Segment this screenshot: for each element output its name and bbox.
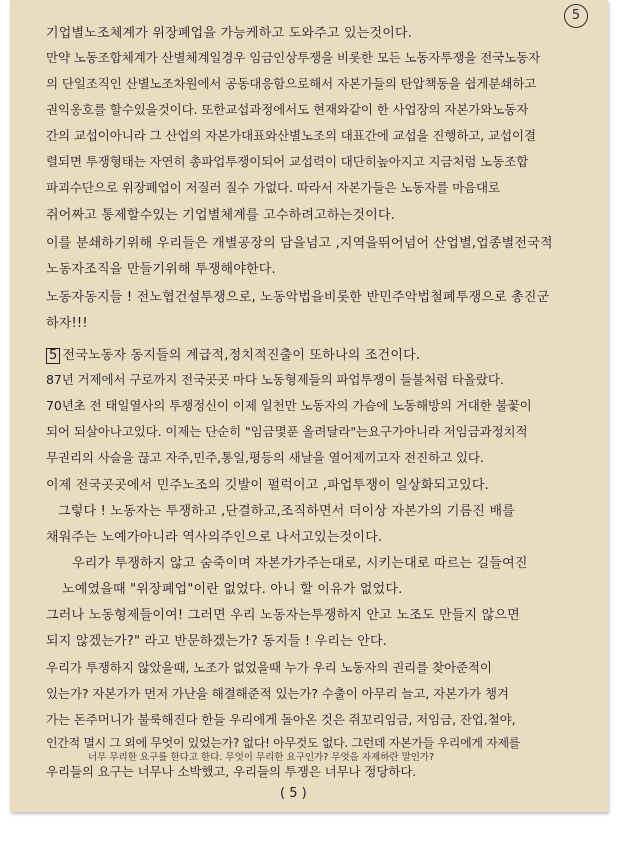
text-line: 이제 전국곳곳에서 민주노조의 깃발이 펄럭이고 ,파업투쟁이 일상화되고있다. [46, 478, 489, 493]
text-line: 그렇다 ! 노동자는 투쟁하고 ,단결하고,조직하면서 더이상 자본가의 기름진 배를 [58, 504, 515, 519]
text-line: 그러나 노동형제들이여! 그러면 우리 노동자는투쟁하지 안고 노조도 만들지 않으면 [46, 608, 520, 623]
text-line: 87년 거제에서 구로까지 전국곳곳 마다 노동형제들의 파업투쟁이 들불처럼 타올랐다. [46, 372, 504, 387]
text-line: 우리가 투쟁하지 않았을때, 노조가 없었을때 누가 우리 노동자의 권리를 찾아준적이 [46, 660, 492, 675]
text-line: 우리가 투쟁하지 않고 숨죽이며 자본가가주는대로, 시키는대로 따르는 길들여진 [72, 556, 528, 571]
text-line: 쥐어짜고 통제할수있는 기업별체계를 고수하려고하는것이다. [46, 208, 396, 223]
text-line: 가는 돈주머니가 불룩해진다 한들 우리에게 돌아온 것은 쥐꼬리임금, 저임금, 잔업,철야, [46, 712, 516, 727]
text-line: 70년초 전 태일열사의 투쟁정신이 이제 일천만 노동자의 가슴에 노동해방의 거대한 불꽃이 [46, 398, 532, 413]
text-line: 우리들의 요구는 너무나 소박했고, 우리들의 투쟁은 너무나 정당하다. [46, 764, 417, 779]
text-line: 노동자조직을 만들기위해 투쟁해야한다. [46, 262, 276, 277]
section-heading-text: 전국노동자 동지들의 계급적,정치적진출이 또하나의 조건이다. [62, 348, 421, 363]
interline-note: 너무 무리한 요구를 한다고 한다. 무엇이 무리한 요구인가? 무엇을 자제하란 말인가? [88, 752, 435, 763]
text-line: 파괴수단으로 위장폐업이 저질러 질수 가없다. 따라서 자본가들은 노동자를 마음대로 [46, 180, 500, 195]
text-line: 기업별노조체계가 위장폐업을 가능케하고 도와주고 있는것이다. [46, 26, 413, 41]
text-line: 의 단일조직인 산별노조차원에서 공동대응함으로해서 자본가들의 탄압책동을 쉽게분쇄하고 [46, 76, 537, 91]
corner-page-number: 5 [564, 4, 588, 28]
text-line: 권익옹호를 할수있을것이다. 또한교섭과정에서도 현재와같이 한 사업장의 자본가와노동자 [46, 102, 529, 117]
text-line: 노예였을때 "위장폐업"이란 없었다. 아니 할 이유가 없었다. [62, 582, 403, 597]
document-page [10, 0, 608, 812]
text-line: 만약 노동조합체계가 산별체계일경우 임금인상투쟁을 비롯한 모든 노동자투쟁을 전국노동자 [46, 50, 541, 65]
text-line: 있는가? 자본가가 먼저 가난을 해결해준적 있는가? 수출이 아무리 늘고, 자본가가 챙겨 [46, 686, 509, 701]
section-heading [46, 344, 420, 364]
section-number: 5 [46, 348, 60, 364]
text-line: 하자!!! [46, 316, 88, 331]
text-line: 채워주는 노예가아니라 역사의주인으로 나서고있는것이다. [46, 530, 383, 545]
text-line: 인간적 멸시 그 외에 무엇이 있었는가? 없다! 아무것도 없다. 그런데 자본가들 우리에게 자제를 [46, 736, 521, 750]
text-line: 이를 분쇄하기위해 우리들은 개별공장의 담을넘고 ,지역을뛰어넘어 산업별,업종별전국적 [46, 236, 553, 251]
page-number: ( 5 ) [280, 786, 307, 801]
text-line: 되어 되살아나고있다. 이제는 단순히 "임금몇푼 올려달라"는요구가아니라 저임금과정치적 [46, 424, 528, 439]
text-line: 노동자동지들 ! 전노협건설투쟁으로, 노동악법을비롯한 반민주악법철폐투쟁으로 총진군 [46, 290, 550, 305]
text-line: 되지 않겠는가?" 라고 반문하겠는가? 동지들 ! 우리는 안다. [46, 634, 388, 649]
text-line: 렬되면 투쟁형태는 자연히 총파업투쟁이되어 교섭력이 대단히높아지고 지금처럼 노동조합 [46, 154, 529, 169]
text-line: 무권리의 사슬을 끊고 자주,민주,통일,평등의 새날을 열어제끼고자 전진하고 있다. [46, 450, 484, 465]
text-line: 간의 교섭이아니라 그 산업의 자본가대표와산별노조의 대표간에 교섭을 진행하고, 교섭이결 [46, 128, 536, 143]
